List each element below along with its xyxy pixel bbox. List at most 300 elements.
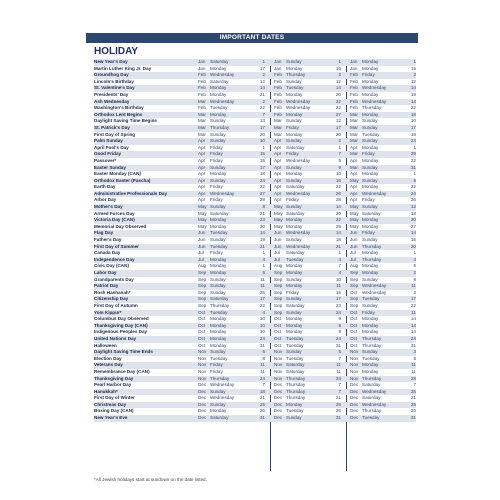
weekday-cell: Tuesday	[362, 296, 380, 302]
month-cell: Mar	[198, 131, 206, 137]
day-cell: 17	[259, 164, 265, 170]
month-cell: Jun	[350, 237, 358, 243]
weekday-cell: Wednesday	[210, 72, 235, 78]
month-cell: Oct	[198, 342, 206, 348]
day-cell: 18	[259, 388, 265, 394]
weekday-cell: Sunday	[210, 204, 226, 210]
month-cell: Dec	[274, 388, 283, 394]
table-row	[94, 290, 416, 297]
month-cell: Apr	[350, 144, 358, 150]
holiday-name: Martin Luther King Jr. Day	[94, 65, 152, 71]
weekday-cell: Friday	[210, 157, 223, 163]
day-cell: 5	[338, 349, 341, 355]
month-cell: Dec	[198, 382, 207, 388]
month-cell: Oct	[274, 322, 282, 328]
day-cell: 2	[338, 138, 341, 144]
day-cell: 1	[413, 250, 416, 256]
day-cell: 22	[410, 302, 416, 308]
month-cell: Feb	[274, 78, 282, 84]
weekday-cell: Thursday	[286, 382, 306, 388]
month-cell: Sep	[274, 270, 283, 275]
day-cell: 21	[259, 395, 265, 401]
day-cell: 19	[410, 91, 416, 97]
table-row	[94, 382, 416, 389]
weekday-cell: Friday	[210, 250, 223, 256]
weekday-cell: Sunday	[210, 401, 226, 407]
month-cell: Oct	[350, 335, 358, 341]
day-cell: 9	[338, 322, 341, 328]
day-cell: 22	[259, 184, 265, 190]
holiday-name: Thanksgiving Day	[94, 375, 134, 381]
weekday-cell: Monday	[210, 322, 227, 328]
month-cell: Jan	[350, 59, 358, 64]
month-cell: Dec	[350, 401, 359, 407]
day-cell: 4	[262, 309, 265, 315]
month-cell: Dec	[198, 408, 207, 414]
weekday-cell: Wednesday	[362, 283, 387, 289]
weekday-cell: Monday	[286, 131, 303, 137]
day-cell: 14	[410, 98, 416, 104]
day-cell: 25	[410, 401, 416, 407]
month-cell: Jan	[274, 59, 282, 64]
table-row	[94, 132, 416, 139]
month-cell: Sep	[274, 276, 283, 282]
weekday-cell: Monday	[362, 157, 379, 163]
day-cell: 29	[410, 151, 416, 157]
holiday-name: Remembrance Day (CAN)	[94, 368, 150, 374]
weekday-cell: Monday	[362, 91, 379, 97]
weekday-cell: Sunday	[210, 289, 226, 295]
weekday-cell: Saturday	[362, 382, 381, 388]
weekday-cell: Sunday	[210, 283, 226, 289]
month-cell: Apr	[274, 184, 282, 190]
month-cell: Jun	[274, 237, 282, 243]
month-cell: Sep	[350, 302, 359, 308]
month-cell: Sep	[198, 302, 207, 308]
month-cell: Mar	[350, 131, 358, 137]
weekday-cell: Saturday	[286, 144, 305, 150]
day-cell: 14	[259, 230, 265, 236]
month-cell: Apr	[198, 197, 206, 203]
month-cell: Dec	[350, 388, 359, 394]
month-cell: Nov	[274, 355, 283, 361]
day-cell: 28	[410, 375, 416, 381]
month-cell: Sep	[198, 270, 207, 275]
day-cell: 21	[259, 243, 265, 249]
month-cell: Feb	[350, 91, 358, 97]
weekday-cell: Wednesday	[286, 157, 311, 163]
weekday-cell: Sunday	[286, 349, 302, 355]
weekday-cell: Sunday	[210, 164, 226, 170]
weekday-cell: Friday	[362, 72, 375, 78]
month-cell: Dec	[350, 408, 359, 414]
table-row	[94, 99, 416, 106]
day-cell: 14	[410, 85, 416, 91]
table-row	[94, 356, 416, 363]
weekday-cell: Friday	[362, 230, 375, 236]
table-row	[94, 369, 416, 376]
day-cell: 2	[262, 72, 265, 78]
day-cell: 9	[338, 316, 341, 322]
day-cell: 20	[410, 217, 416, 223]
table-row	[94, 415, 416, 422]
day-cell: 29	[259, 197, 265, 203]
weekday-cell: Tuesday	[210, 243, 228, 249]
day-cell: 1	[413, 59, 416, 64]
day-cell: 7	[338, 263, 341, 269]
weekday-cell: Sunday	[286, 118, 302, 124]
month-cell: Aug	[350, 263, 359, 269]
day-cell: 1	[338, 250, 341, 256]
table-row	[94, 72, 416, 79]
day-cell: 14	[335, 85, 341, 91]
weekday-cell: Monday	[362, 217, 379, 223]
month-cell: Feb	[274, 98, 282, 104]
holiday-name: Daylight Saving Time Ends	[94, 349, 153, 355]
weekday-cell: Tuesday	[286, 256, 304, 262]
month-cell: Dec	[350, 395, 359, 401]
day-cell: 11	[260, 283, 265, 289]
holiday-name: Veterans Day	[94, 362, 123, 368]
month-cell: Mar	[350, 118, 358, 124]
holiday-name: Earth Day	[94, 184, 116, 190]
month-cell: Feb	[350, 98, 358, 104]
weekday-cell: Monday	[210, 256, 227, 262]
month-cell: Jun	[274, 230, 282, 236]
day-cell: 31	[410, 415, 416, 421]
weekday-cell: Friday	[210, 184, 223, 190]
day-cell: 20	[335, 131, 341, 137]
day-cell: 1	[338, 59, 341, 64]
weekday-cell: Thursday	[286, 395, 306, 401]
holiday-name: Administrative Professionals Day	[94, 190, 168, 196]
weekday-cell: Monday	[210, 91, 227, 97]
day-cell: 6	[262, 349, 265, 355]
day-cell: 22	[410, 157, 416, 163]
table-row	[94, 112, 416, 119]
holiday-name: Washington's Birthday	[94, 105, 144, 111]
weekday-cell: Friday	[210, 368, 223, 374]
month-cell: May	[274, 223, 283, 229]
weekday-cell: Tuesday	[286, 335, 304, 341]
day-cell: 29	[335, 223, 341, 229]
month-cell: May	[198, 217, 207, 223]
table-row	[94, 257, 416, 264]
month-cell: Jul	[274, 250, 280, 256]
month-cell: Feb	[350, 105, 358, 111]
table-row	[94, 184, 416, 191]
month-cell: Nov	[350, 368, 359, 374]
month-cell: Mar	[274, 131, 282, 137]
month-cell: Apr	[198, 171, 206, 177]
month-cell: Dec	[274, 382, 283, 388]
weekday-cell: Friday	[362, 309, 375, 315]
day-cell: 11	[411, 368, 416, 374]
table-row	[94, 211, 416, 218]
table-row	[94, 343, 416, 350]
month-cell: Feb	[198, 78, 206, 84]
weekday-cell: Monday	[210, 270, 227, 275]
holiday-name: Patriot Day	[94, 283, 119, 289]
month-cell: Feb	[350, 78, 358, 84]
holiday-name: Yom Kippur*	[94, 309, 122, 315]
holiday-name: Passover*	[94, 157, 117, 163]
weekday-cell: Monday	[286, 223, 303, 229]
weekday-cell: Wednesday	[362, 98, 387, 104]
day-cell: 2	[413, 270, 416, 275]
month-cell: May	[350, 204, 359, 210]
month-cell: Apr	[198, 184, 206, 190]
day-cell: 10	[259, 322, 265, 328]
important-dates-banner: IMPORTANT DATES	[86, 33, 418, 43]
day-cell: 15	[259, 151, 265, 157]
table-row	[94, 402, 416, 409]
month-cell: May	[198, 204, 207, 210]
day-cell: 31	[259, 342, 265, 348]
weekday-cell: Monday	[362, 270, 379, 275]
weekday-cell: Saturday	[210, 210, 229, 216]
day-cell: 20	[335, 210, 341, 216]
month-cell: Mar	[350, 111, 358, 117]
holiday-name: Rosh Hashanah*	[94, 289, 131, 295]
weekday-cell: Thursday	[286, 72, 306, 78]
month-cell: Jul	[350, 250, 356, 256]
weekday-cell: Sunday	[210, 349, 226, 355]
month-cell: Feb	[350, 85, 358, 91]
weekday-cell: Sunday	[362, 204, 378, 210]
month-cell: Jul	[198, 256, 204, 262]
table-row	[94, 151, 416, 158]
day-cell: 31	[259, 415, 265, 421]
day-cell: 24	[335, 335, 341, 341]
day-cell: 4	[262, 256, 265, 262]
day-cell: 21	[259, 91, 265, 97]
holiday-name: St. Patrick's Day	[94, 124, 130, 130]
holiday-table	[94, 59, 416, 422]
month-cell: Apr	[274, 157, 282, 163]
important-dates-page	[86, 33, 418, 482]
weekday-cell: Sunday	[286, 415, 302, 421]
month-cell: Jun	[350, 243, 358, 249]
day-cell: 22	[335, 184, 341, 190]
day-cell: 17	[259, 124, 265, 130]
month-cell: Nov	[198, 349, 207, 355]
month-cell: Oct	[274, 316, 282, 322]
day-cell: 18	[410, 111, 416, 117]
weekday-cell: Monday	[210, 65, 227, 71]
weekday-cell: Thursday	[362, 243, 382, 249]
month-cell: Oct	[350, 289, 358, 295]
day-cell: 16	[335, 177, 341, 183]
day-cell: 25	[410, 388, 416, 394]
month-cell: Apr	[274, 138, 282, 144]
weekday-cell: Sunday	[362, 124, 378, 130]
day-cell: 24	[259, 375, 265, 381]
weekday-cell: Friday	[286, 151, 299, 157]
weekday-cell: Sunday	[210, 131, 226, 137]
holiday-name: Election Day	[94, 355, 122, 361]
month-cell: Apr	[198, 151, 206, 157]
day-cell: 1	[262, 250, 265, 256]
month-cell: Apr	[198, 157, 206, 163]
month-cell: Nov	[274, 362, 283, 368]
month-cell: Apr	[198, 177, 206, 183]
month-cell: Oct	[350, 342, 358, 348]
weekday-cell: Friday	[286, 289, 299, 295]
month-cell: Oct	[274, 342, 282, 348]
table-row	[94, 138, 416, 145]
weekday-cell: Tuesday	[362, 415, 380, 421]
month-cell: Dec	[274, 401, 283, 407]
month-cell: Nov	[274, 375, 283, 381]
month-cell: Nov	[274, 368, 283, 374]
weekday-cell: Thursday	[362, 408, 382, 414]
day-cell: 7	[413, 382, 416, 388]
day-cell: 7	[338, 388, 341, 394]
day-cell: 12	[410, 78, 416, 84]
weekday-cell: Sunday	[362, 118, 378, 124]
month-cell: May	[198, 223, 207, 229]
day-cell: 11	[411, 362, 416, 368]
day-cell: 26	[410, 197, 416, 203]
day-cell: 17	[410, 124, 416, 130]
holiday-name: United Nations Day	[94, 335, 137, 341]
day-cell: 7	[262, 382, 265, 388]
day-cell: 25	[259, 289, 265, 295]
table-row	[94, 408, 416, 415]
weekday-cell: Friday	[362, 151, 375, 157]
month-cell: May	[198, 210, 207, 216]
day-cell: 11	[260, 362, 265, 368]
weekday-cell: Monday	[210, 263, 227, 269]
month-cell: Mar	[350, 138, 358, 144]
weekday-cell: Sunday	[362, 177, 378, 183]
day-cell: 9	[338, 164, 341, 170]
weekday-cell: Friday	[210, 197, 223, 203]
holiday-name: Easter Sunday	[94, 164, 126, 170]
month-cell: Dec	[198, 395, 207, 401]
month-cell: Mar	[350, 151, 358, 157]
month-cell: Mar	[350, 164, 358, 170]
day-cell: 23	[335, 375, 341, 381]
day-cell: 14	[335, 230, 341, 236]
day-cell: 12	[410, 204, 416, 210]
table-row	[94, 171, 416, 178]
month-cell: Dec	[274, 408, 283, 414]
month-cell: Oct	[274, 335, 282, 341]
month-cell: Nov	[198, 375, 207, 381]
table-row	[94, 197, 416, 204]
month-cell: Apr	[350, 184, 358, 190]
table-row	[94, 85, 416, 92]
day-cell: 22	[259, 105, 265, 111]
month-cell: Sep	[274, 309, 283, 315]
weekday-cell: Sunday	[286, 204, 302, 210]
holiday-name: Orthodox Lent Begins	[94, 111, 143, 117]
month-cell: Dec	[350, 382, 359, 388]
weekday-cell: Wednesday	[210, 98, 235, 104]
weekday-cell: Thursday	[362, 375, 382, 381]
day-cell: 4	[413, 256, 416, 262]
weekday-cell: Monday	[286, 91, 303, 97]
day-cell: 15	[410, 65, 416, 71]
day-cell: 26	[335, 408, 341, 414]
weekday-cell: Wednesday	[362, 190, 387, 196]
day-cell: 12	[259, 78, 265, 84]
month-cell: Apr	[198, 144, 206, 150]
holiday-name: Columbus Day Observed	[94, 316, 149, 322]
weekday-cell: Wednesday	[210, 395, 235, 401]
weekday-cell: Monday	[286, 111, 303, 117]
weekday-cell: Sunday	[286, 237, 302, 243]
weekday-cell: Monday	[362, 184, 379, 190]
month-cell: Dec	[198, 401, 207, 407]
table-row	[94, 336, 416, 343]
day-cell: 4	[338, 256, 341, 262]
day-cell: 16	[335, 65, 341, 71]
holiday-name: Citizenship Day	[94, 296, 129, 302]
weekday-cell: Monday	[362, 223, 379, 229]
day-cell: 2	[413, 289, 416, 295]
month-cell: Dec	[274, 395, 283, 401]
holiday-name: Victoria Day (CAN)	[94, 217, 135, 223]
holiday-name: Daylight Saving Time Begins	[94, 118, 157, 124]
holiday-name: Father's Day	[94, 237, 122, 243]
weekday-cell: Wednesday	[362, 85, 387, 91]
day-cell: 3	[413, 349, 416, 355]
month-cell: Oct	[274, 329, 282, 335]
day-cell: 12	[335, 78, 341, 84]
table-row	[94, 158, 416, 165]
holiday-name: First Day of Winter	[94, 395, 135, 401]
month-cell: Oct	[198, 329, 206, 335]
weekday-cell: Friday	[362, 197, 375, 203]
month-cell: May	[274, 210, 283, 216]
day-cell: 14	[410, 329, 416, 335]
weekday-cell: Sunday	[286, 309, 302, 315]
month-cell: Jan	[198, 59, 206, 64]
table-row	[94, 105, 416, 112]
month-cell: Sep	[198, 296, 207, 302]
table-row	[94, 217, 416, 224]
month-cell: Oct	[350, 322, 358, 328]
weekday-cell: Saturday	[286, 210, 305, 216]
month-cell: Jun	[198, 230, 206, 236]
weekday-cell: Tuesday	[286, 408, 304, 414]
month-cell: Nov	[274, 349, 283, 355]
weekday-cell: Sunday	[286, 164, 302, 170]
month-cell: Oct	[198, 322, 206, 328]
month-cell: Nov	[198, 362, 207, 368]
month-cell: May	[274, 217, 283, 223]
day-cell: 7	[338, 151, 341, 157]
month-cell: Feb	[350, 72, 358, 78]
month-cell: Feb	[198, 105, 206, 111]
weekday-cell: Thursday	[362, 256, 382, 262]
day-cell: 7	[338, 355, 341, 361]
month-cell: Sep	[350, 296, 359, 302]
day-cell: 1	[413, 171, 416, 177]
weekday-cell: Monday	[286, 65, 303, 71]
month-cell: May	[350, 223, 359, 229]
holiday-name: Thanksgiving Day (CAN)	[94, 322, 148, 328]
day-cell: 10	[259, 316, 265, 322]
day-cell: 17	[335, 124, 341, 130]
holiday-name: Hanukkah*	[94, 388, 118, 394]
weekday-cell: Sunday	[210, 138, 226, 144]
table-row	[94, 283, 416, 290]
month-cell: Apr	[274, 151, 282, 157]
